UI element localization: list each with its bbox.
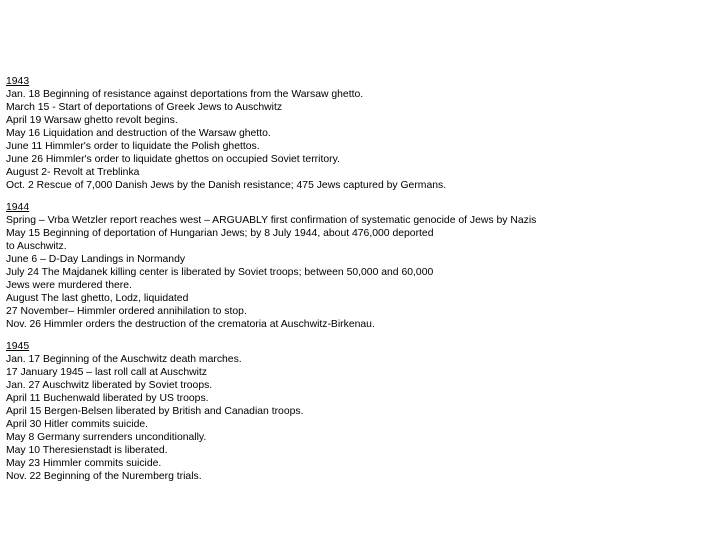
section-1943	[6, 75, 716, 192]
timeline-entry: Jan. 27 Auschwitz liberated by Soviet troops.	[6, 380, 213, 391]
section-1944	[6, 201, 716, 331]
timeline-entry: Spring – Vrba Wetzler report reaches west – ARGUABLY first confirmation of systematic genocide of Jews by Nazis	[6, 215, 537, 226]
timeline-entry: April 19 Warsaw ghetto revolt begins.	[6, 115, 178, 126]
timeline-entry: Nov. 26 Himmler orders the destruction of the crematoria at Auschwitz-Birkenau.	[6, 319, 375, 330]
timeline-entry: April 30 Hitler commits suicide.	[6, 419, 149, 430]
timeline-entry: May 10 Theresienstadt is liberated.	[6, 445, 168, 456]
timeline-entry: May 16 Liquidation and destruction of the Warsaw ghetto.	[6, 128, 271, 139]
section-year-heading: 1944	[6, 202, 30, 213]
timeline-entry: June 26 Himmler's order to liquidate ghettos on occupied Soviet territory.	[6, 154, 340, 165]
timeline-entry: 27 November– Himmler ordered annihilation to stop.	[6, 306, 247, 317]
timeline-document	[6, 75, 716, 492]
timeline-entry: Oct. 2 Rescue of 7,000 Danish Jews by the Danish resistance; 475 Jews captured by Germans.	[6, 180, 447, 191]
section-year-heading: 1943	[6, 76, 30, 87]
timeline-entry: May 8 Germany surrenders unconditionally.	[6, 432, 207, 443]
timeline-entry: July 24 The Majdanek killing center is liberated by Soviet troops; between 50,000 and 60,000	[6, 267, 434, 278]
timeline-entry: April 15 Bergen-Belsen liberated by British and Canadian troops.	[6, 406, 304, 417]
timeline-entry: 17 January 1945 – last roll call at Auschwitz	[6, 367, 207, 378]
timeline-entry: August The last ghetto, Lodz, liquidated	[6, 293, 189, 304]
timeline-entry: May 15 Beginning of deportation of Hungarian Jews; by 8 July 1944, about 476,000 deported	[6, 228, 434, 239]
section-year-heading: 1945	[6, 341, 30, 352]
timeline-entry: Jan. 18 Beginning of resistance against deportations from the Warsaw ghetto.	[6, 89, 364, 100]
timeline-entry: April 11 Buchenwald liberated by US troops.	[6, 393, 209, 404]
timeline-entry: August 2- Revolt at Treblinka	[6, 167, 140, 178]
timeline-entry: June 11 Himmler's order to liquidate the Polish ghettos.	[6, 141, 260, 152]
timeline-entry: March 15 - Start of deportations of Greek Jews to Auschwitz	[6, 102, 283, 113]
timeline-entry: Nov. 22 Beginning of the Nuremberg trials.	[6, 471, 202, 482]
timeline-entry: May 23 Himmler commits suicide.	[6, 458, 162, 469]
timeline-entry: Jan. 17 Beginning of the Auschwitz death marches.	[6, 354, 242, 365]
section-1945	[6, 340, 716, 483]
timeline-entry: Jews were murdered there.	[6, 280, 132, 291]
timeline-entry: to Auschwitz.	[6, 241, 67, 252]
timeline-entry: June 6 – D-Day Landings in Normandy	[6, 254, 186, 265]
